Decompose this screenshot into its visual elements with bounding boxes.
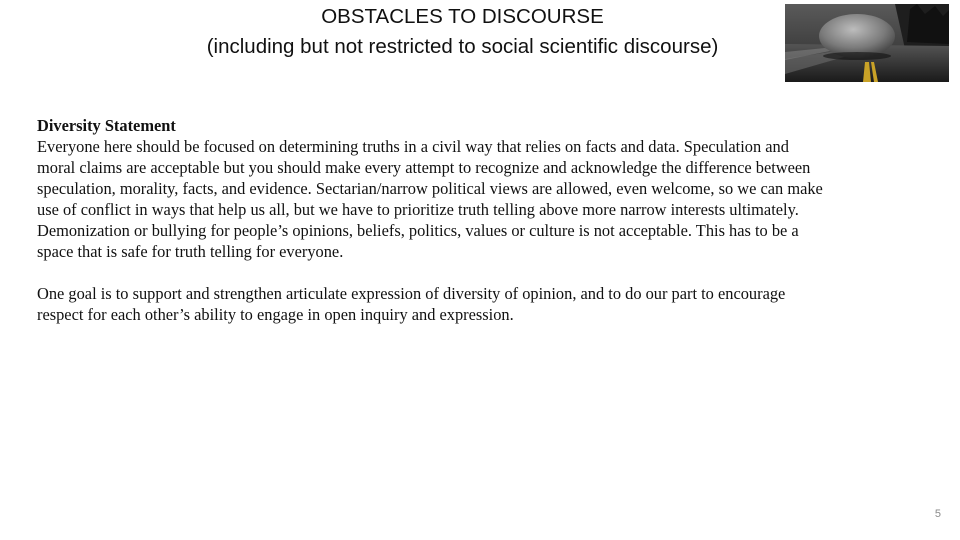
paragraph-gap: [37, 262, 937, 283]
statement-paragraph-2: [37, 283, 937, 325]
statement-paragraph-1: [37, 136, 937, 262]
paragraph-line: Demonization or bullying for people’s opinions, beliefs, politics, values or culture is not acceptable. This has to be a: [37, 221, 799, 240]
diversity-statement: [37, 115, 937, 325]
paragraph-line: space that is safe for truth telling for everyone.: [37, 242, 344, 261]
paragraph-line: use of conflict in ways that help us all, but we have to prioritize truth telling above more narrow interests ultimately.: [37, 200, 799, 219]
slide-title: [150, 2, 775, 62]
boulder-on-road-icon: [785, 4, 949, 82]
paragraph-line: respect for each other’s ability to engage in open inquiry and expression.: [37, 305, 514, 324]
paragraph-line: One goal is to support and strengthen articulate expression of diversity of opinion, and to do our part to encourage: [37, 284, 786, 303]
paragraph-line: Everyone here should be focused on determining truths in a civil way that relies on facts and data. Speculation and: [37, 137, 789, 156]
page-number: 5: [934, 508, 941, 520]
paragraph-line: moral claims are acceptable but you should make every attempt to recognize and acknowledge the difference between: [37, 158, 811, 177]
statement-heading: Diversity Statement: [37, 116, 176, 135]
title-line-1: OBSTACLES TO DISCOURSE: [321, 5, 604, 28]
paragraph-line: speculation, morality, facts, and evidence. Sectarian/narrow political views are allowed, even welcome, so we can make: [37, 179, 823, 198]
title-line-2: (including but not restricted to social scientific discourse): [206, 35, 719, 58]
